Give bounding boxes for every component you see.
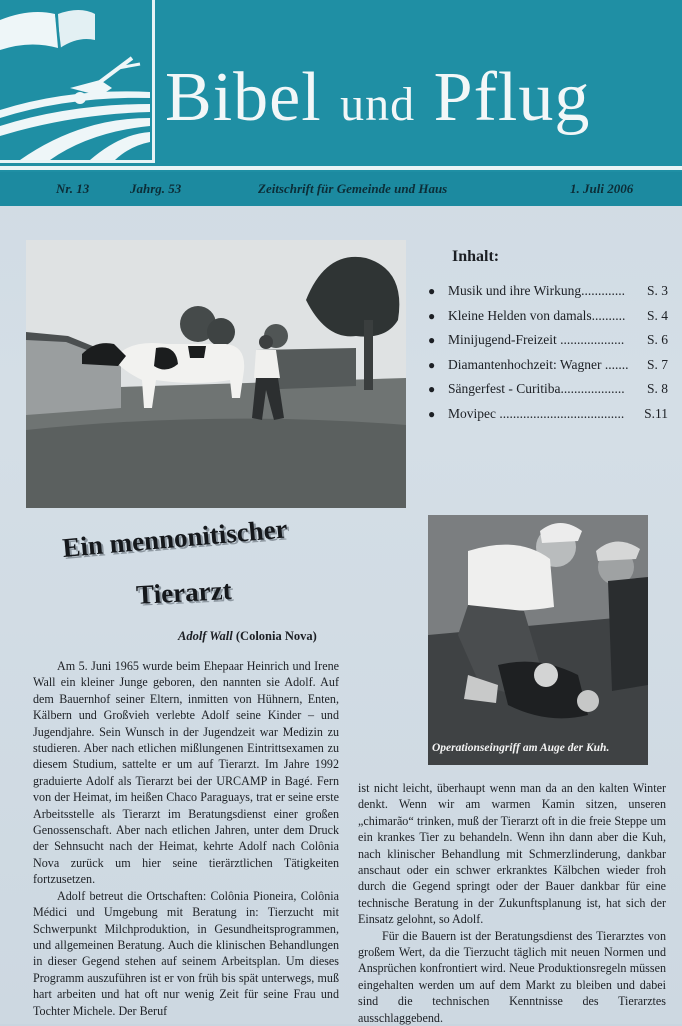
contents-item[interactable]: ● Diamantenhochzeit: Wagner ....... S. 7 xyxy=(428,356,668,372)
contents-list xyxy=(428,282,672,429)
paragraph: Am 5. Juni 1965 wurde beim Ehepaar Heinrich und Irene Wall ein kleiner Junge geboren, den nannten sie Adolf. Auf dem Bauernhof seiner Eltern, inmitten von Hühnern, Enten, Kälbern und Großvieh verlebte Adolf seine Kinder – und Jugendjahre. Sein Wunsch in der Jugendzeit war Medizin zu studieren. Aber nach etlichen mißlungenen Eintrittsexamen zu diesem Studium, sattelte er um auf Tierarzt. Im Jahre 1992 graduierte Adolf als Tierarzt bei der URCAMP in Bagé. Fern von der Heimat, im heißen Chaco Paraguays, trat er seine erste Arbeitsstelle als Tierarzt im Beratungsdienst einer großen Genossenschaft. Aber nach etlichen Jahren, unter dem Druck der Sehnsucht nach der Heimat, kehrte Adolf nach Colônia Nova zurück um hier seine tierärztlichen Tätigkeiten fortzusetzen. xyxy=(33,659,339,887)
issue-year: Jahrg. 53 xyxy=(130,181,182,196)
contents-item[interactable]: ● Musik und ihre Wirkung............. S. 3 xyxy=(428,283,668,298)
contents-item[interactable]: ● Minijugend-Freizeit ................... S. 6 xyxy=(428,332,668,347)
photo-caption: Operationseingriff am Auge der Kuh. xyxy=(432,742,610,754)
issue-info-bar xyxy=(0,172,682,206)
headline-line-2: Tierarzt xyxy=(135,574,233,610)
bullet-icon: ● xyxy=(428,308,436,323)
paragraph: Adolf betreut die Ortschaften: Colônia Pioneira, Colônia Médici und Umgebung mit Beratung in: Tierzucht mit Schwerpunkt Milchproduktion, in Gesundheitsprogrammen, und allgemeinen Beratung. Auch die klinischen Behandlungen in dieser Gegend stehen auf seinem Arbeitsplan. Um dieses Programm auszuführen ist er von früh bis spät unterwegs, muß hart arbeiten und hat oft nur wenig Zeit für seine Frau und Tochter Michele. Der Beruf xyxy=(33,888,339,1018)
title-bibel: Bibel xyxy=(165,59,322,136)
contents-item[interactable]: ● Kleine Helden von damals.......... S. 4 xyxy=(428,307,668,323)
paragraph: Für die Bauern ist der Beratungsdienst des Tierarztes von großem Wert, da die Tierzucht täglich mit neuen Normen und Ansprüchen konfrontiert wird. Neue Produktionsregeln müssen eingehalten werden um auf dem Markt zu bleiben und dabei sind die technischen Kenntnisse des Tierarztes ausschlaggebend. xyxy=(358,928,666,1025)
masthead-divider xyxy=(0,166,682,170)
paragraph: ist nicht leicht, überhaupt wenn man da an den kalten Winter denkt. Wenn wir am warmen Kamin sitzen, unseren „chimarão“ trinken, muß der Tierarzt oft in die freie Steppe um ein krankes Tier zu behandeln. Wenn ihn dann aber die Kuh, nach klinischer Behandlung mit Schmerzlinderung, dankbar anschaut oder ein schwer erkranktes Kälbchen wieder froh durch die Gegend springt oder der Bauer dankbar für eine technische Beratung in der Zukunftsplanung ist, hat sich der Einsatz gelohnt, so Adolf. xyxy=(358,781,666,927)
contents-item[interactable]: ● Movipec ..................................... S.11 xyxy=(428,405,668,421)
headline-line-1: Ein mennonitischer xyxy=(61,513,289,564)
title-pflug: Pflug xyxy=(433,59,591,136)
issue-date: 1. Juli 2006 xyxy=(570,181,634,196)
magazine-title xyxy=(165,58,590,145)
bullet-icon: ● xyxy=(428,357,436,372)
author-name: Adolf Wall xyxy=(178,629,233,643)
article-headline xyxy=(61,513,324,610)
eye-operation-photo xyxy=(428,515,648,765)
cow-farm-photo xyxy=(26,240,406,508)
contents-item[interactable]: ● Sängerfest - Curitiba................... S. 8 xyxy=(428,381,668,396)
article-author xyxy=(178,629,317,644)
contents-title: Inhalt: xyxy=(452,248,500,265)
title-und: und xyxy=(340,78,416,131)
article-column-2 xyxy=(358,780,666,1026)
author-place: (Colonia Nova) xyxy=(235,629,317,643)
bullet-icon: ● xyxy=(428,406,436,421)
issue-number: Nr. 13 xyxy=(56,181,90,196)
magazine-subtitle: Zeitschrift für Gemeinde und Haus xyxy=(258,181,448,196)
bullet-icon: ● xyxy=(428,284,436,298)
bullet-icon: ● xyxy=(428,382,436,396)
article-column-1 xyxy=(33,658,339,1019)
bullet-icon: ● xyxy=(428,333,436,347)
bible-plough-logo xyxy=(0,0,155,163)
masthead xyxy=(0,0,682,172)
logo-artwork-icon xyxy=(0,0,152,160)
